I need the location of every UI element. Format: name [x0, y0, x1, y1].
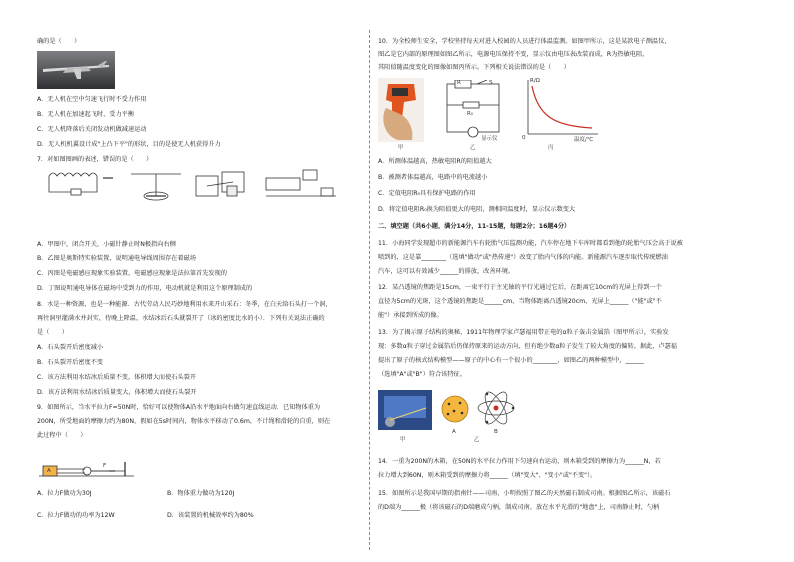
section-2-heading: 二、填空题（共6小题，满分14分，11-15题，每题2分；16题4分） — [378, 223, 571, 230]
q9-option-c: C．拉力F做功的功率为12W — [37, 512, 115, 519]
motor-figure — [266, 170, 336, 196]
q10-option-b: B．被测者体温越高，电路中的电流越小 — [378, 174, 488, 181]
thermometer-gun-photo — [378, 78, 424, 142]
q6-option-c: C．无人机降落后关闭发动机做减速运动 — [37, 126, 147, 133]
q10-stem-1: 10．为全校师生安全，学校坚持每天对进入校园的人员进行体温监测。如图甲所示，这是某款电子测温仪， — [378, 38, 671, 45]
q13-line-2: 现：多数α粒子穿过金属箔后仍保持原来的运动方向，但有绝少数α粒子发生了较大角度的偏转。据此，卢瑟福 — [378, 343, 677, 350]
q11-line-3: 汽车，这可以有效减少______的排放，改善环境。 — [378, 268, 515, 275]
graph-origin-label: 0 — [522, 135, 526, 141]
q7-option-b: B．乙图是奥斯特实验装置，说明通电导线周围存在着磁场 — [37, 255, 196, 262]
atom-model-b-label: B — [494, 429, 498, 435]
q13-line-3: 提出了原子的核式结构模型——原子的中心有一个很小的________，如图乙的两种模型中，______ — [378, 357, 645, 364]
q11-line-2: 喷到的，这是靠________（选填"做功"或"热传递"）改变了胎内气体的内能。新能源汽车逐步取代传统燃油 — [378, 254, 668, 261]
q7-figures — [41, 166, 341, 210]
circuit-diagram — [443, 80, 503, 142]
resistor-r-label: R — [457, 80, 461, 86]
q10-option-a: A．所测体温越高，热敏电阻R的阻值越大 — [378, 158, 492, 165]
q5-tail: 确的是（ ） — [37, 38, 81, 45]
q13-caption-jia: 甲 — [400, 437, 406, 443]
q13-line-1: 13．为了揭示原子结构的奥秘，1911年物理学家卢瑟福用带正电的α粒子轰击金属箔（图甲所示），实验发 — [378, 329, 669, 336]
q14-line-2: 拉力增大到60N，则木箱受到的摩擦力将______（填"变大"、"变小"或"不变"）。 — [378, 472, 597, 479]
q9-option-b: B．物体重力做功为120J — [167, 490, 235, 497]
q13-line-4: （选填"A"或"B"）符合该特征。 — [378, 371, 466, 378]
graph-x-label: 温度/℃ — [574, 137, 594, 143]
q10-stem-2: 图乙是它内部的原理图如图乙所示，电源电压保持不变，显示仪由电压表改装而成，R为热敏电阻， — [378, 51, 649, 58]
q8-option-a: A．石头裂开后密度减小 — [37, 344, 104, 351]
graph-y-label: R/Ω — [530, 78, 540, 84]
q13-caption-yi: 乙 — [474, 437, 480, 443]
resistor-r0-label: R₀ — [467, 111, 474, 117]
pulley-figure — [39, 458, 139, 480]
oersted-figure — [131, 174, 181, 200]
q8-option-b: B．石头裂开后密度不变 — [37, 359, 104, 366]
q6-option-b: B．无人机在加速起飞时，受力平衡 — [37, 111, 135, 118]
atom-model-b — [476, 388, 516, 428]
q8-stem-1: 8．水是一种资源，也是一种能源．古代劳动人民巧妙地利用水来开山采石：冬季，在白天给石头打一个洞， — [37, 301, 332, 308]
q10-stem-3: 其阻值随温度变化的图像如图丙所示。下列相关说法错误的是（ ） — [378, 64, 570, 71]
q6-option-d: D．无人机机翼设计成"上凸下平"的形状，目的是使无人机获得升力 — [37, 141, 221, 148]
q10-option-d: D．将定值电阻R₀换为阻值更大的电阻，测相同温度时，显示仪示数变大 — [378, 206, 576, 213]
q9-option-a: A．拉力F做功为30J — [37, 490, 92, 497]
q9-stem-1: 9．如图所示，当水平拉力F=50N时，恰好可以使物体A沿水平地面向右做匀速直线运动．已知物体重为 — [37, 404, 321, 411]
q8-option-d: D．该方法利用水结冰后质量变大，体积增大而使石头裂开 — [37, 389, 197, 396]
q8-option-c: C．该方法利用水结冰后质量不变，体积增大而使石头裂开 — [37, 374, 197, 381]
rutherford-experiment — [378, 390, 432, 430]
q9-option-d-value: 80% — [239, 512, 254, 519]
q9-option-d — [167, 512, 254, 521]
q7-stem: 7．对如图图画的表述，错误的是（ ） — [37, 156, 153, 163]
switch-s-label: S — [489, 80, 493, 86]
q7-option-a: A．甲图中，闭合开关，小磁针静止时N极指向右侧 — [37, 241, 176, 248]
q15-line-1: 15．如图所示是我国早期的指南针——司南，小明按照了图乙的天然磁石制成司南。根据图乙所示，该磁石 — [378, 490, 671, 497]
q10-caption-bing: 丙 — [548, 145, 554, 151]
q10-option-c: C．定值电阻R₀具有保护电路的作用 — [378, 190, 476, 197]
q8-stem-3: 是（ ） — [37, 329, 68, 336]
q12-line-1: 12．某凸透镜的焦距是15cm，一束平行于主光轴的平行光通过它后，在距离它10cm的光屏上得到一个 — [378, 284, 662, 291]
q9-option-d-text: D．该装置的机械效率约为 — [167, 512, 240, 519]
q8-stem-2: 再往洞里灌满水并封实，待晚上降温，水结冰后石头就裂开了（冰的密度比水的小）．下列有关说法正确的 — [37, 315, 325, 322]
q12-line-2: 直径为5cm的光斑，这个透镜的焦距是______cm，当物体距离凸透镜20cm，光屏上______（"能"或"不 — [378, 298, 662, 305]
q9-stem-3: 此过程中（ ） — [37, 432, 87, 439]
drone-photo — [37, 51, 115, 89]
q14-line-1: 14．一重为200N的木箱，在50N的水平拉力作用下匀速向右运动，则木箱受到的摩擦力为______N，若 — [378, 458, 661, 465]
force-f-label: F — [103, 463, 107, 469]
atom-model-a — [440, 394, 470, 424]
resistance-temperature-graph — [520, 78, 600, 142]
induction-figure — [196, 172, 244, 196]
atom-model-a-label: A — [452, 429, 456, 435]
block-a-label: A — [47, 468, 51, 474]
column-divider — [369, 30, 370, 550]
q12-line-3: 能"）承接到所成的像。 — [378, 312, 443, 319]
q7-option-d: D．丁图说明通电导体在磁场中受到力的作用，电动机就是利用这个原理制成的 — [37, 285, 253, 292]
q15-line-2: 的D端为______极（将该磁石的D端磨成勺柄，制成司南，放在水平光滑的"地盘"上，司南静止时，勺柄 — [378, 504, 660, 511]
display-label: 显示仪 — [481, 136, 498, 142]
q9-stem-2: 200N，所受地面的摩擦力约为80N，假如在5s时间内，物体水平移动了0.6m，不计绳和滑轮的自重，则在 — [37, 418, 331, 425]
q10-caption-jia: 甲 — [398, 145, 404, 151]
q11-line-1: 11．小海同学发现超市的新能源汽车有轮胎气压监测功能，汽车停在地下车库时都看到他的轮胎气压会高于说被 — [378, 240, 683, 247]
q7-option-c: C．丙图是电磁感应现象实验装置，电磁感应现象是法拉第首先发现的 — [37, 270, 227, 277]
solenoid-figure — [49, 173, 113, 195]
q10-caption-yi: 乙 — [470, 145, 476, 151]
q6-option-a: A．无人机在空中匀速飞行时不受力作用 — [37, 96, 147, 103]
